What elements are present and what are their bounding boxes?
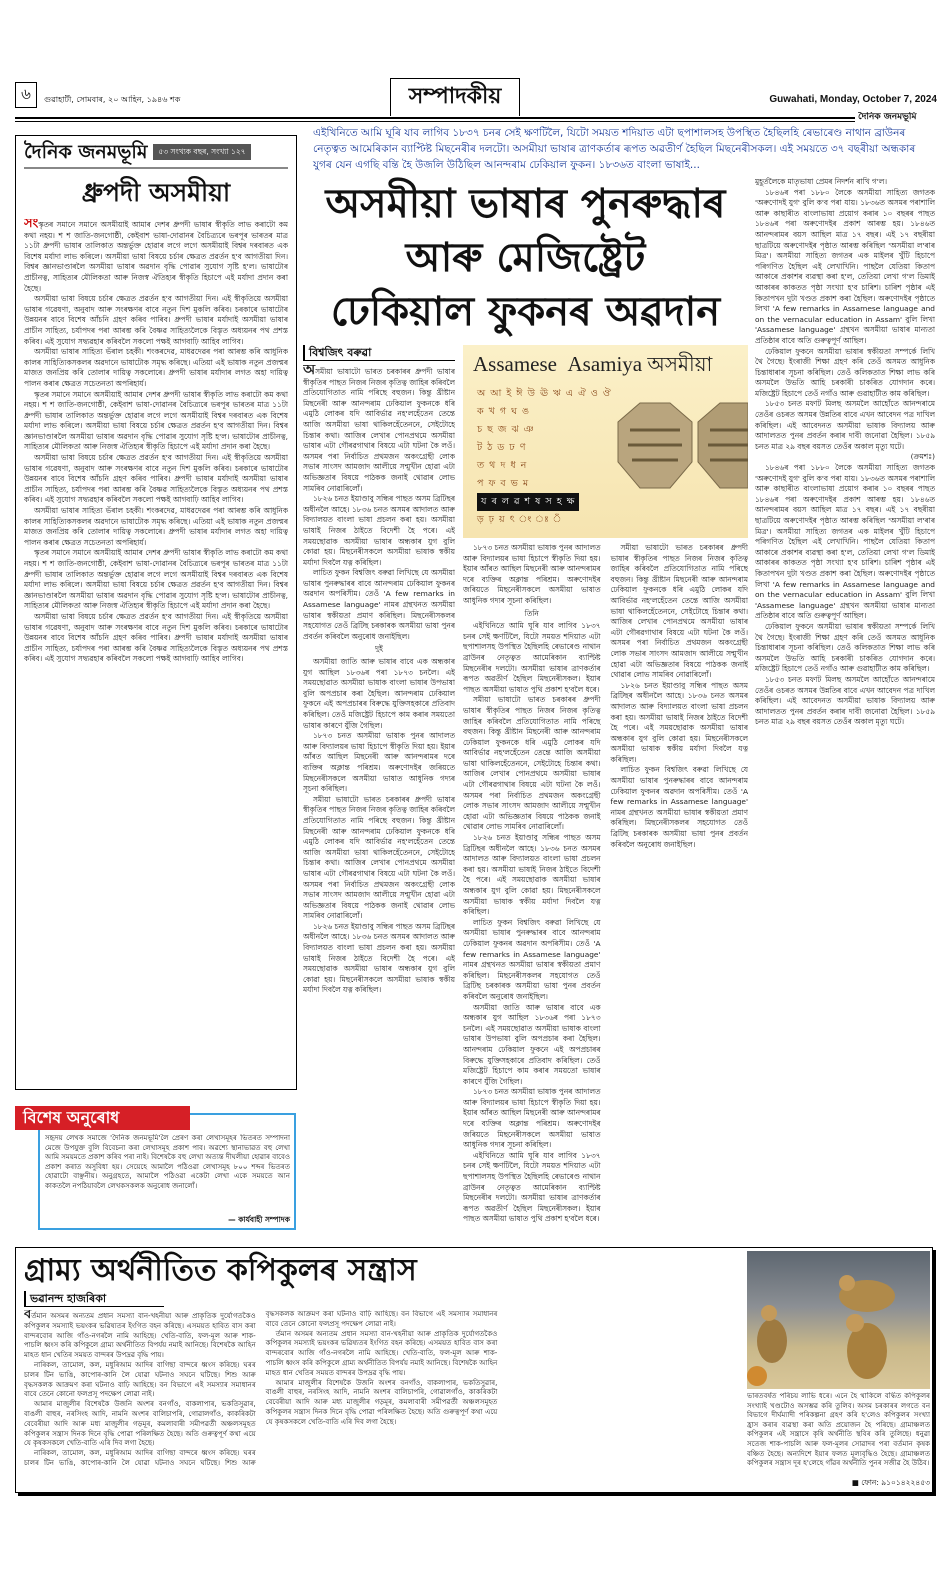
- paragraph: ১৮২৬ চনত ইয়াণ্ডাবু সন্ধিৰ পাছত অসম ব্ৰিটিছৰ অধীনলৈ আহে। ১৮৩৬ চনত অসমৰ আদালত আৰু বিদ্যালয়ত বাংলা ভাষা প্ৰচলন কৰা হয়। অসমীয়া ভাষাই নিজৰ ঠাইতে বিদেশী হৈ পৰে। এই সময়ছোৱাক অসমীয়া ভাষাৰ অন্ধকাৰ যুগ বুলি কোৱা হয়। মিছনেৰীসকলে অসমীয়া ভাষাক স্বকীয় মৰ্যাদা দিবলৈ যত্ন কৰিছিল।: [303, 921, 455, 995]
- header-rule: [15, 121, 855, 122]
- paragraph: সমীয়া ভাষাটো ভাৰত চৰকাৰৰ ধ্ৰুপদী ভাষাৰ স্বীকৃতিৰ পাছত নিজৰ নিজৰ কৃতিত্ব জাহিৰ কৰিবলৈ প্ৰতিযোগিতাত নামি পৰিছে বহুজন। কিন্তু খ্ৰীষ্টান মিছনেৰী আৰু আনন্দৰাম ঢেকিয়াল ফুকনকে ধৰি এমুঠি লোকৰ যদি আবিৰ্ভাৱ নহ'লহেঁতেন তেন্তে আজি অসমীয়া ভাষা থাকিলহেঁতেননে, সেইটোহে চিন্তাৰ কথা। আজিৰ লেখাৰ পোনপ্ৰথমে অসমীয়া ভাষাৰ এটা গৌৰৱগাথাৰ বিষয়ে এটা ঘটনা কৈ লওঁ। অসমৰ পৰা নিৰ্বাচিত প্ৰথমজন অকংগ্ৰেছী লোক সভাৰ সাংসদ আমজাদ আলীয়ে সন্মুখীন হোৱা এটা অভিজ্ঞতাৰ বিষয়ে পাঠকক জনাই থোৱাৰ লোভ সামৰিব নোৱাৰিলোঁ।: [303, 367, 455, 493]
- phone-number: ■ ফোন: ৯১০১৪২২৪৫৩: [851, 1478, 930, 1487]
- header-rule: [15, 117, 855, 119]
- paragraph: অসমীয়া ভাষা বিষয়ে চৰ্চাৰ ক্ষেত্ৰত প্ৰৱৰ্তন হ'ব আগতীয়া দিন। এই স্বীকৃতিয়ে অসমীয়া ভাষাৰ গৱেষণা, অনুবাদ আৰু সংৰক্ষণৰ বাবে নতুন দিশ মুকলি কৰিব। চৰকাৰে ভাষাটোৰ উন্নয়নৰ বাবে বিশেষ আঁচনি গ্ৰহণ কৰিব পাৰিব। ধ্ৰুপদী ভাষাৰ মৰ্যাদাই অসমীয়া ভাষাৰ প্ৰাচীন সাহিত্য, চৰ্যাপদৰ পৰা আৰম্ভ কৰি বৈষ্ণৱ সাহিত্যলৈকে বিস্তৃত অধ্যয়নৰ পথ প্ৰশস্ত কৰিব। এই সুযোগ সদ্ব্যৱহাৰ কৰিবলৈ সকলো পক্ষই আগবাঢ়ি আহিব লাগিব।: [24, 611, 288, 664]
- section-marker: তিনি: [524, 608, 539, 618]
- editorial-body: [24, 219, 288, 1085]
- monkey-icon: [747, 1251, 930, 1389]
- paper-tag: দৈনিক জনমভূমি: [858, 112, 917, 122]
- feature-photo-caption-text: ভাৰতবৰ্ষত পৰিচয় লাভি ধৰে। এনে হৈ থাকিলে বৰ্দ্ধিত কপিকুলৰ সংখ্যাই খণ্ডটোও অসম্ভৱ কৰি তুলিব। অসম চৰকাৰৰ লগতে বন বিভাগে দীৰ্ঘম্যাদী পৰিকল্পনা গ্ৰহণ কৰি হ'লেও কপিকুলৰ সংখ্যা হ্ৰাস কৰাৰ ব্যৱস্থা কৰা অতি প্ৰয়োজন হৈ পৰিছে। গ্ৰামাঞ্চলত কপিকুলৰ এই সন্ত্ৰাসে কৃষি অৰ্থনীতি স্থবিৰ কৰি তুলিছে। ধনুৱা সতেজ শাক-পাচলি আৰু ফল-মূলৰ সোৱাদৰ পৰা বৰ্তমান কৃষক বঞ্চিত হৈছে। অন্যদিশে ইয়াৰ ফলত মূল্যবৃদ্ধিও হৈছে। গ্ৰামাঞ্চলত কপিকুলৰ সন্ত্ৰাস দূৰ হ'লেহে গাঁৱৰ অৰ্থনীতি পুনৰ সজীৱ হৈ উঠিব।: [747, 1392, 930, 1468]
- dropcap: সং: [24, 219, 39, 231]
- paragraph: অসমীয়া ভাষা বিষয়ে চৰ্চাৰ ক্ষেত্ৰত প্ৰৱৰ্তন হ'ব আগতীয়া দিন। এই স্বীকৃতিয়ে অসমীয়া ভাষাৰ গৱেষণা, অনুবাদ আৰু সংৰক্ষণৰ বাবে নতুন দিশ মুকলি কৰিব। চৰকাৰে ভাষাটোৰ উন্নয়নৰ বাবে বিশেষ আঁচনি গ্ৰহণ কৰিব পাৰিব। ধ্ৰুপদী ভাষাৰ মৰ্যাদাই অসমীয়া ভাষাৰ প্ৰাচীন সাহিত্য, চৰ্যাপদৰ পৰা আৰম্ভ কৰি বৈষ্ণৱ সাহিত্যলৈকে বিস্তৃত অধ্যয়নৰ পথ প্ৰশস্ত কৰিব। এই সুযোগ সদ্ব্যৱহাৰ কৰিবলৈ সকলো পক্ষই আগবাঢ়ি আহিব লাগিব।: [24, 294, 288, 346]
- headline-line: অসমীয়া ভাষাৰ পুনৰুদ্ধাৰ: [325, 181, 726, 227]
- headline-line: আৰু মেজিষ্ট্ৰেট: [405, 235, 646, 281]
- paragraph: ৰ্তমান অসমৰ অন্যতম প্ৰধান সমস্যা বান-খহনীয়া আৰু প্ৰাকৃতিক দুৰ্যোগতকৈও কপিকুলৰ সমস্যাই ভয়ংকৰ ভৱিষ্যতৰ ইংগিত বহন কৰিছে। এসময়ত হাবিত বাস কৰা বান্দৰবোৰ আজি গাঁও-নগৰলৈ নামি আহিছে। খেতি-বাতি, ফল-মূল আৰু শাক-পাচলি ধ্বংস কৰি কপিকুলে গ্ৰাম্য অৰ্থনীতিত বিপৰ্যয় নমাই আনিছে। বিশেষকৈ আহিন মাহত ধান খেতিৰ সময়ত বান্দৰৰ উপদ্ৰৱ বৃদ্ধি পায়।: [265, 1329, 498, 1377]
- paragraph: ১৮৪৬ৰ পৰা ১৮৮০ লৈকে অসমীয়া সাহিত্য জগতক 'অৰুণোদই যুগ' বুলি ক'ব পৰা যায়। ১৮৩৬ত অসমৰ পৰাশালি আৰু কাছাৰীত বাংলাভাষা প্ৰয়োগ কৰাৰ ১০ বছৰৰ পাছত ১৮৪৬ৰ পৰা অৰুণোদইৰ প্ৰকাশ আৰম্ভ হয়। ১৮৪৬ত আনন্দৰামৰ বয়স আছিল মাত্ৰ ১৭ বছৰ। এই ১৭ বছৰীয়া ছাত্ৰটিয়ে অৰুণোদইৰ পৃষ্ঠাত আৰম্ভ কৰিছিল 'অসমীয়া ল'ৰাৰ মিত্ৰ'। অসমীয়া সাহিত্য জগতৰ এক মাইলৰ খুঁটি হিচাপে পৰিগণিত হৈছিল এই লেখাখিনি। পাছলৈ যেতিয়া কিতাপ আকাৰে প্ৰকাশৰ ব্যৱস্থা কৰা হ'ল, তেতিয়া লেখা গ'ল ডিমাই আকাৰৰ কাকতত পৃষ্ঠা সংখ্যা হ'ব চাৰিশ। চাৰিশ পৃষ্ঠাৰ এই কিতাপখন দুটা খণ্ডত প্ৰকাশ কৰা হৈছিল। অৰুণোদইৰ পৃষ্ঠাতে লিখা 'A few remarks in Assamese language and on the vernacular education in Assam' বুলি লিখা 'Assamese language' গ্ৰন্থখন অসমীয়া ভাষাৰ মান্যতা প্ৰতিষ্ঠাৰ বাবে অতি গুৰুত্বপূৰ্ণ আছিল।: [755, 187, 935, 345]
- notice-title: বিশেষ অনুৰোধ: [15, 1106, 190, 1130]
- section-title: সম্পাদকীয়: [390, 78, 520, 116]
- feature-byline: ভৱানন্দ হাজৰিকা: [24, 1291, 164, 1307]
- paragraph: ঢেকিয়াল ফুকনে অসমীয়া ভাষাৰ স্বকীয়তা সম্পৰ্কে লিখি থৈ গৈছে। ইংৰাজী শিক্ষা গ্ৰহণ কৰি তেওঁ অসমত আধুনিক চিন্তাধাৰাৰ সূচনা কৰিছিল। তেওঁ কলিকতাত শিক্ষা লাভ কৰি অসমলৈ উভতি আহি চৰকাৰী চাকৰিত যোগদান কৰে। মজিষ্ট্ৰেট হিচাপে তেওঁ নগাঁও আৰু গুৱাহাটীত কাম কৰিছিল।: [755, 346, 935, 398]
- paragraph: স্কৃতৰ সমানে সমানে অসমীয়াই আমাৰ দেশৰ ধ্ৰুপদী ভাষাৰ স্বীকৃতি লাভ কৰাটো কম কথা নহয়। শ শ জাতি-জনগোষ্ঠী, কেইবাশ ভাষা-দোৱানৰ বৈচিত্ৰ্যৰে ভৰপূৰ ভাৰতৰ মাত্ৰ ১১টা ধ্ৰুপদী ভাষাৰ তালিকাত অন্তৰ্ভুক্ত হোৱাৰ লগে লগে অসমীয়াই বিশ্বৰ দৰবাৰত এক বিশেষ মৰ্যাদা লাভ কৰিলে। অসমীয়া ভাষা বিষয়ে চৰ্চাৰ ক্ষেত্ৰত প্ৰৱৰ্তন হ'ব আগতীয়া দিন। বিশ্বৰ জ্ঞানভাণ্ডাৰলৈ অসমীয়া ভাষাৰ অৱদান বৃদ্ধি পোৱাৰ সুযোগ সৃষ্টি হ'ল। ভাষাটোৰ প্ৰাচীনত্ব, সাহিত্যৰ মৌলিকতা আৰু নিজস্ব ঐতিহ্যৰ স্বীকৃতি হিচাপে এই মৰ্যাদা প্ৰদান কৰা হৈছে।: [24, 389, 288, 452]
- coin-icon: [610, 400, 748, 495]
- paragraph: এইখিনিতে আমি ঘূৰি যাব লাগিব ১৮৩৭ চনৰ সেই ক্ষণটিলৈ, যিটো সময়ত শদিয়াত এটা ছপাশালসহ উপস্থিত হৈছিলহি ৰেভাৰেণ্ড নাথান ব্ৰাউনৰ নেতৃত্বত আমেৰিকান ব্যাপ্টিষ্ট মিছনেৰীৰ দলটো। অসমীয়া ভাষাৰ ত্ৰাণকৰ্তাৰ ৰূপত অৱতীৰ্ণ হৈছিল মিছনেৰীসকল। ইয়াৰ পাছত অসমীয়া ভাষাত পুথি প্ৰকাশ হ'বলৈ ধৰে।: [463, 1150, 601, 1224]
- lead-headline: [303, 177, 748, 339]
- issue-badge: ৫৩ সংখ্যক বছৰ, সংখ্যা ১২৭: [153, 144, 250, 160]
- paragraph: লাচিত ফুকন বিশ্বজিৎ বৰুৱা লিখিছে যে অসমীয়া ভাষাৰ পুনৰুদ্ধাৰৰ বাবে আনন্দৰাম ঢেকিয়াল ফুকনৰ অৱদান অপৰিসীম। তেওঁ 'A few remarks in Assamese language' নামৰ গ্ৰন্থখনত অসমীয়া ভাষাৰ স্বকীয়তা প্ৰমাণ কৰিছিল। মিছনেৰীসকলৰ সহযোগত তেওঁ ব্ৰিটিছ চৰকাৰক অসমীয়া ভাষা পুনৰ প্ৰবৰ্তন কৰিবলৈ অনুৰোধ জনাইছিল।: [303, 568, 455, 641]
- dropcap: ব: [24, 1310, 32, 1322]
- editorial-box: [15, 135, 297, 1090]
- paragraph: স্কৃতৰ সমানে সমানে অসমীয়াই আমাৰ দেশৰ ধ্ৰুপদী ভাষাৰ স্বীকৃতি লাভ কৰাটো কম কথা নহয়। শ শ জাতি-জনগোষ্ঠী, কেইবাশ ভাষা-দোৱানৰ বৈচিত্ৰ্যৰে ভৰপূৰ ভাৰতৰ মাত্ৰ ১১টা ধ্ৰুপদী ভাষাৰ তালিকাত অন্তৰ্ভুক্ত হোৱাৰ লগে লগে অসমীয়াই বিশ্বৰ দৰবাৰত এক বিশেষ মৰ্যাদা লাভ কৰিলে। অসমীয়া ভাষা বিষয়ে চৰ্চাৰ ক্ষেত্ৰত প্ৰৱৰ্তন হ'ব আগতীয়া দিন। বিশ্বৰ জ্ঞানভাণ্ডাৰলৈ অসমীয়া ভাষাৰ অৱদান বৃদ্ধি পোৱাৰ সুযোগ সৃষ্টি হ'ল। ভাষাটোৰ প্ৰাচীনত্ব, সাহিত্যৰ মৌলিকতা আৰু নিজস্ব ঐতিহ্যৰ স্বীকৃতি হিচাপে এই মৰ্যাদা প্ৰদান কৰা হৈছে।: [24, 548, 288, 611]
- alphabet-row: প ফ ব ভ ম: [477, 478, 530, 489]
- editorial-headline: ধ্ৰুপদী অসমীয়া: [81, 178, 231, 207]
- paragraph: অসমীয়া ভাষাৰ সাহিত্য ভঁৰাল চহকী। শংকৰদেৱ, মাধৱদেৱৰ পৰা আৰম্ভ কৰি আধুনিক কালৰ সাহিত্যিকসকলৰ অৱদানে ভাষাটোক সমৃদ্ধ কৰিছে। এতিয়া এই ভাষাক নতুন প্ৰজন্মৰ মাজত জনপ্ৰিয় কৰি তোলাৰ দায়িত্ব সকলোৰে। ধ্ৰুপদী ভাষাৰ মৰ্যাদাৰ লগত অহা দায়িত্ব পালন কৰাৰ ক্ষেত্ৰত সচেতনতা অপৰিহাৰ্য।: [24, 506, 288, 547]
- paragraph: ১৮৪৬ৰ পৰা ১৮৮০ লৈকে অসমীয়া সাহিত্য জগতক 'অৰুণোদই যুগ' বুলি ক'ব পৰা যায়। ১৮৩৬ত অসমৰ পৰাশালি আৰু কাছাৰীত বাংলাভাষা প্ৰয়োগ কৰাৰ ১০ বছৰৰ পাছত ১৮৪৬ৰ পৰা অৰুণোদইৰ প্ৰকাশ আৰম্ভ হয়। ১৮৪৬ত আনন্দৰামৰ বয়স আছিল মাত্ৰ ১৭ বছৰ। এই ১৭ বছৰীয়া ছাত্ৰটিয়ে অৰুণোদইৰ পৃষ্ঠাত আৰম্ভ কৰিছিল 'অসমীয়া ল'ৰাৰ মিত্ৰ'। অসমীয়া সাহিত্য জগতৰ এক মাইলৰ খুঁটি হিচাপে পৰিগণিত হৈছিল এই লেখাখিনি। পাছলৈ যেতিয়া কিতাপ আকাৰে প্ৰকাশৰ ব্যৱস্থা কৰা হ'ল, তেতিয়া লেখা গ'ল ডিমাই আকাৰৰ কাকতত পৃষ্ঠা সংখ্যা হ'ব চাৰিশ। চাৰিশ পৃষ্ঠাৰ এই কিতাপখন দুটা খণ্ডত প্ৰকাশ কৰা হৈছিল। অৰুণোদইৰ পৃষ্ঠাতে লিখা 'A few remarks in Assamese language and on the vernacular education in Assam' বুলি লিখা 'Assamese language' গ্ৰন্থখন অসমীয়া ভাষাৰ মান্যতা প্ৰতিষ্ঠাৰ বাবে অতি গুৰুত্বপূৰ্ণ আছিল।: [755, 463, 935, 621]
- paragraph: অসমীয়া জাতি আৰু ভাষাৰ বাবে এক অন্ধকাৰ যুগ আছিল ১৮৩৬ৰ পৰা ১৮৭৩ চনলৈ। এই সময়ছোৱাত অসমীয়া ভাষাক বাংলা ভাষাৰ উপভাষা বুলি অপপ্ৰচাৰ কৰা হৈছিল। আনন্দৰাম ঢেকিয়াল ফুকনে এই অপপ্ৰচাৰৰ বিৰুদ্ধে যুক্তিসহকাৰে প্ৰতিবাদ কৰিছিল। তেওঁ মজিষ্ট্ৰেট হিচাপে কাম কৰাৰ সময়তো ভাষাৰ কাৰণে যুঁজি গৈছিল।: [303, 657, 455, 730]
- paragraph: আমাৰ মাজুলীৰ বিশেষকৈ উজনি অংশৰ বনগাঁও, বাকলাপাৰ, ভকতিসুৱাৰ, বাঙলী বাহুৰ, নৰসিংহ আদি, নামনি অংশৰ বালিচাপৰি, গোৱালগাঁও, কাকৰিকটা বেবেৰীয়া আদি আৰু মধ্য মাজুলীৰ গড়মূৰ, কমলাবাৰী সমীপৱৰ্তী অঞ্চলসমূহত কপিকুলৰ সন্ত্ৰাস দিনক দিনে বৃদ্ধি পোৱা পৰিলক্ষিত হৈছে। অতি গুৰুত্বপূৰ্ণ কথা এয়ে যে কৃষকসকলে খেতি-বাতি এৰি দিব লগা হৈছে।: [265, 1378, 498, 1426]
- paragraph: সমীয়া ভাষাটো ভাৰত চৰকাৰৰ ধ্ৰুপদী ভাষাৰ স্বীকৃতিৰ পাছত নিজৰ নিজৰ কৃতিত্ব জাহিৰ কৰিবলৈ প্ৰতিযোগিতাত নামি পৰিছে বহুজন। কিন্তু খ্ৰীষ্টান মিছনেৰী আৰু আনন্দৰাম ঢেকিয়াল ফুকনকে ধৰি এমুঠি লোকৰ যদি আবিৰ্ভাৱ নহ'লহেঁতেন তেন্তে আজি অসমীয়া ভাষা থাকিলহেঁতেননে, সেইটোহে চিন্তাৰ কথা। আজিৰ লেখাৰ পোনপ্ৰথমে অসমীয়া ভাষাৰ এটা গৌৰৱগাথাৰ বিষয়ে এটা ঘটনা কৈ লওঁ। অসমৰ পৰা নিৰ্বাচিত প্ৰথমজন অকংগ্ৰেছী লোক সভাৰ সাংসদ আমজাদ আলীয়ে সন্মুখীন হোৱা এটা অভিজ্ঞতাৰ বিষয়ে পাঠকক জনাই থোৱাৰ লোভ সামৰিব নোৱাৰিলোঁ।: [303, 794, 455, 921]
- feature-box: [15, 1247, 933, 1493]
- paragraph: স্কৃতৰ সমানে সমানে অসমীয়াই আমাৰ দেশৰ ধ্ৰুপদী ভাষাৰ স্বীকৃতি লাভ কৰাটো কম কথা নহয়। শ শ জাতি-জনগোষ্ঠী, কেইবাশ ভাষা-দোৱানৰ বৈচিত্ৰ্যৰে ভৰপূৰ ভাৰতৰ মাত্ৰ ১১টা ধ্ৰুপদী ভাষাৰ তালিকাত অন্তৰ্ভুক্ত হোৱাৰ লগে লগে অসমীয়াই বিশ্বৰ দৰবাৰত এক বিশেষ মৰ্যাদা লাভ কৰিলে। অসমীয়া ভাষা বিষয়ে চৰ্চাৰ ক্ষেত্ৰত প্ৰৱৰ্তন হ'ব আগতীয়া দিন। বিশ্বৰ জ্ঞানভাণ্ডাৰলৈ অসমীয়া ভাষাৰ অৱদান বৃদ্ধি পোৱাৰ সুযোগ সৃষ্টি হ'ল। ভাষাটোৰ প্ৰাচীনত্ব, সাহিত্যৰ মৌলিকতা আৰু নিজস্ব ঐতিহ্যৰ স্বীকৃতি হিচাপে এই মৰ্যাদা প্ৰদান কৰা হৈছে।: [24, 220, 288, 293]
- continued-marker: (ক্ৰমশঃ): [910, 452, 935, 462]
- alphabet-row: ত থ দ ধ ন: [477, 460, 528, 471]
- paragraph: অসমীয়া জাতি আৰু ভাষাৰ বাবে এক অন্ধকাৰ যুগ আছিল ১৮৩৬ৰ পৰা ১৮৭৩ চনলৈ। এই সময়ছোৱাত অসমীয়া ভাষাক বাংলা ভাষাৰ উপভাষা বুলি অপপ্ৰচাৰ কৰা হৈছিল। আনন্দৰাম ঢেকিয়াল ফুকনে এই অপপ্ৰচাৰৰ বিৰুদ্ধে যুক্তিসহকাৰে প্ৰতিবাদ কৰিছিল। তেওঁ মজিষ্ট্ৰেট হিচাপে কাম কৰাৰ সময়তো ভাষাৰ কাৰণে যুঁজি গৈছিল।: [463, 1002, 601, 1086]
- paragraph: ১৮২৬ চনত ইয়াণ্ডাবু সন্ধিৰ পাছত অসম ব্ৰিটিছৰ অধীনলৈ আহে। ১৮৩৬ চনত অসমৰ আদালত আৰু বিদ্যালয়ত বাংলা ভাষা প্ৰচলন কৰা হয়। অসমীয়া ভাষাই নিজৰ ঠাইতে বিদেশী হৈ পৰে। এই সময়ছোৱাক অসমীয়া ভাষাৰ অন্ধকাৰ যুগ বুলি কোৱা হয়। মিছনেৰীসকলে অসমীয়া ভাষাক স্বকীয় মৰ্যাদা দিবলৈ যত্ন কৰিছিল।: [610, 680, 748, 764]
- right-column-body: [755, 177, 935, 1233]
- monkeys-photo: [747, 1251, 930, 1389]
- date-assamese: গুৱাহাটী, সোমবাৰ, ২০ আহিন, ১৯৪৬ শক: [44, 95, 181, 104]
- image-label: Asamiya: [567, 352, 643, 376]
- date-english: Guwahati, Monday, October 7, 2024: [769, 94, 937, 105]
- image-label: Assamese: [473, 352, 557, 376]
- paragraph: আমাৰ মাজুলীৰ বিশেষকৈ উজনি অংশৰ বনগাঁও, বাকলাপাৰ, ভকতিসুৱাৰ, বাঙলী বাহুৰ, নৰসিংহ আদি, নামনি অংশৰ বালিচাপৰি, গোৱালগাঁও, কাকৰিকটা বেবেৰীয়া আদি আৰু মধ্য মাজুলীৰ গড়মূৰ, কমলাবাৰী সমীপৱৰ্তী অঞ্চলসমূহত কপিকুলৰ সন্ত্ৰাস দিনক দিনে বৃদ্ধি পোৱা পৰিলক্ষিত হৈছে। অতি গুৰুত্বপূৰ্ণ কথা এয়ে যে কৃষকসকলে খেতি-বাতি এৰি দিব লগা হৈছে।: [24, 1400, 256, 1448]
- paragraph: অসমীয়া ভাষা বিষয়ে চৰ্চাৰ ক্ষেত্ৰত প্ৰৱৰ্তন হ'ব আগতীয়া দিন। এই স্বীকৃতিয়ে অসমীয়া ভাষাৰ গৱেষণা, অনুবাদ আৰু সংৰক্ষণৰ বাবে নতুন দিশ মুকলি কৰিব। চৰকাৰে ভাষাটোৰ উন্নয়নৰ বাবে বিশেষ আঁচনি গ্ৰহণ কৰিব পাৰিব। ধ্ৰুপদী ভাষাৰ মৰ্যাদাই অসমীয়া ভাষাৰ প্ৰাচীন সাহিত্য, চৰ্যাপদৰ পৰা আৰম্ভ কৰি বৈষ্ণৱ সাহিত্যলৈকে বিস্তৃত অধ্যয়নৰ পথ প্ৰশস্ত কৰিব। এই সুযোগ সদ্ব্যৱহাৰ কৰিবলৈ সকলো পক্ষই আগবাঢ়ি আহিব লাগিব।: [24, 453, 288, 505]
- lead-body-cols: [463, 543, 748, 1233]
- main-area: [303, 125, 935, 1233]
- masthead: দৈনিক জনমভূমি: [24, 141, 148, 163]
- paragraph: ১৮৭৩ চনত অসমীয়া ভাষাক পুনৰ আদালত আৰু বিদ্যালয়ৰ ভাষা হিচাপে স্বীকৃতি দিয়া হয়। ইয়াৰ আঁৰত আছিল মিছনেৰী আৰু আনন্দৰামৰ দৰে ব্যক্তিৰ অক্লান্ত পৰিশ্ৰম। অৰুণোদইৰ জৰিয়তে মিছনেৰীসকলে অসমীয়া ভাষাত আধুনিক গদ্যৰ সূচনা কৰিছিল।: [463, 543, 601, 605]
- image-label: অসমীয়া: [647, 354, 713, 376]
- paragraph: ১৮৭৩ চনত অসমীয়া ভাষাক পুনৰ আদালত আৰু বিদ্যালয়ৰ ভাষা হিচাপে স্বীকৃতি দিয়া হয়। ইয়াৰ আঁৰত আছিল মিছনেৰী আৰু আনন্দৰামৰ দৰে ব্যক্তিৰ অক্লান্ত পৰিশ্ৰম। অৰুণোদইৰ জৰিয়তে মিছনেৰীসকলে অসমীয়া ভাষাত আধুনিক গদ্যৰ সূচনা কৰিছিল।: [303, 731, 455, 794]
- paragraph: অসমীয়া ভাষাৰ সাহিত্য ভঁৰাল চহকী। শংকৰদেৱ, মাধৱদেৱৰ পৰা আৰম্ভ কৰি আধুনিক কালৰ সাহিত্যিকসকলৰ অৱদানে ভাষাটোক সমৃদ্ধ কৰিছে। এতিয়া এই ভাষাক নতুন প্ৰজন্মৰ মাজত জনপ্ৰিয় কৰি তোলাৰ দায়িত্ব সকলোৰে। ধ্ৰুপদী ভাষাৰ মৰ্যাদাৰ লগত অহা দায়িত্ব পালন কৰাৰ ক্ষেত্ৰত সচেতনতা অপৰিহাৰ্য।: [24, 347, 288, 388]
- dropcap: অ: [303, 365, 316, 378]
- paragraph: লাচিত ফুকন বিশ্বজিৎ বৰুৱা লিখিছে যে অসমীয়া ভাষাৰ পুনৰুদ্ধাৰৰ বাবে আনন্দৰাম ঢেকিয়াল ফুকনৰ অৱদান অপৰিসীম। তেওঁ 'A few remarks in Assamese language' নামৰ গ্ৰন্থখনত অসমীয়া ভাষাৰ স্বকীয়তা প্ৰমাণ কৰিছিল। মিছনেৰীসকলৰ সহযোগত তেওঁ ব্ৰিটিছ চৰকাৰক অসমীয়া ভাষা পুনৰ প্ৰবৰ্তন কৰিবলৈ অনুৰোধ জনাইছিল।: [610, 765, 748, 849]
- lead-body-col1: [303, 365, 455, 1233]
- paragraph: ১৮২৬ চনত ইয়াণ্ডাবু সন্ধিৰ পাছত অসম ব্ৰিটিছৰ অধীনলৈ আহে। ১৮৩৬ চনত অসমৰ আদালত আৰু বিদ্যালয়ত বাংলা ভাষা প্ৰচলন কৰা হয়। অসমীয়া ভাষাই নিজৰ ঠাইতে বিদেশী হৈ পৰে। এই সময়ছোৱাক অসমীয়া ভাষাৰ অন্ধকাৰ যুগ বুলি কোৱা হয়। মিছনেৰীসকলে অসমীয়া ভাষাক স্বকীয় মৰ্যাদা দিবলৈ যত্ন কৰিছিল।: [303, 494, 455, 567]
- alphabet-row: অ আ ই ঈ উ ঊ ঋ এ ঐ ও ঔ: [477, 388, 612, 399]
- paragraph: ১৮৫৩ চনত মফাট মিলছ অসমলৈ আহোঁতে আনন্দৰামে তেওঁৰ ওচৰত অসমৰ উন্নতিৰ বাবে এখন আবেদন পত্ৰ দাখিল কৰিছিল। এই আবেদনত অসমীয়া ভাষাক বিদ্যালয় আৰু আদালতত পুনৰ প্ৰবৰ্তন কৰাৰ দাবী জনোৱা হৈছিল। ১৮৫৯ চনত মাত্ৰ ২৯ বছৰ বয়সত তেওঁৰ অকাল মৃত্যু ঘটে।: [755, 674, 935, 727]
- lead-byline: বিশ্বজিৎ বৰুৱা: [303, 345, 455, 361]
- paragraph: নাৰিকল, তামোল, কল, মধুৰিআম আদিৰ বাগিছা বান্দৰে ধ্বংস কৰিছে। ঘৰৰ চালৰ টিন ভাঙি, কাপোৰ-কানি লৈ যোৱা ঘটনাও সঘনে ঘটিছে। শিশু আৰু বৃদ্ধসকলক আক্ৰমণ কৰা ঘটনাও বাঢ়ি আহিছে। বন বিভাগে এই সমস্যাৰ সমাধানৰ বাবে তেনে কোনো ফলপ্ৰসূ পদক্ষেপ লোৱা নাই।: [24, 1360, 256, 1399]
- paragraph: ১৮৭৩ চনত অসমীয়া ভাষাক পুনৰ আদালত আৰু বিদ্যালয়ৰ ভাষা হিচাপে স্বীকৃতি দিয়া হয়। ইয়াৰ আঁৰত আছিল মিছনেৰী আৰু আনন্দৰামৰ দৰে ব্যক্তিৰ অক্লান্ত পৰিশ্ৰম। অৰুণোদইৰ জৰিয়তে মিছনেৰীসকলে অসমীয়া ভাষাত আধুনিক গদ্যৰ সূচনা কৰিছিল।: [463, 1087, 601, 1150]
- alphabet-row: ক খ গ ঘ ঙ: [477, 406, 531, 417]
- paragraph: মুহূৰ্তলৈকে মাতৃভাষা প্ৰেমৰ নিদৰ্শন ৰাখি গ'ল।: [755, 177, 887, 186]
- paragraph: ঢেকিয়াল ফুকনে অসমীয়া ভাষাৰ স্বকীয়তা সম্পৰ্কে লিখি থৈ গৈছে। ইংৰাজী শিক্ষা গ্ৰহণ কৰি তেওঁ অসমত আধুনিক চিন্তাধাৰাৰ সূচনা কৰিছিল। তেওঁ কলিকতাত শিক্ষা লাভ কৰি অসমলৈ উভতি আহি চৰকাৰী চাকৰিত যোগদান কৰে। মজিষ্ট্ৰেট হিচাপে তেওঁ নগাঁও আৰু গুৱাহাটীত কাম কৰিছিল।: [755, 621, 935, 674]
- notice-body: সহৃদয় লেখক সমাজে 'দৈনিক জনমভূমি'লৈ প্ৰেৰণ কৰা লেখাসমূহৰ ভিতৰত সম্পাদনা মেজে উপযুক্ত বুলি বিবেচনা কৰা লেখাসমূহ প্ৰকাশ পাব। অৱশ্যে স্থানাভাৱত বহু লেখা আমি সময়মতে প্ৰকাশ কৰিব পৰা নাই। বিশেষকৈ বহু লেখা অত্যন্ত দীঘলীয়া হোৱাৰ বাবেও প্ৰকাশ কৰাত অসুবিধা হয়। সেয়েহে আমালৈ পঠিওৱা লেখাসমূহ ৮০০ শব্দৰ ভিতৰত হোৱাটো বাঞ্ছনীয়। অনুগ্ৰহতে, আমালৈ পঠিওৱা একেটা লেখা একে সময়তে আন কাকতলৈ নপঠিয়াবলৈ লেখকসকলক অনুৰোধ জনালোঁ।: [45, 1134, 290, 1190]
- alphabet-row: ট ঠ ড ঢ ণ: [477, 442, 527, 453]
- lead-article: [303, 177, 748, 1233]
- alphabet-row: য ৰ ল ৱ শ ষ স হ ক্ষ: [477, 493, 579, 511]
- paragraph: ৰ্তমান অসমৰ অন্যতম প্ৰধান সমস্যা বান-খহনীয়া আৰু প্ৰাকৃতিক দুৰ্যোগতকৈও কপিকুলৰ সমস্যাই ভয়ংকৰ ভৱিষ্যতৰ ইংগিত বহন কৰিছে। এসময়ত হাবিত বাস কৰা বান্দৰবোৰ আজি গাঁও-নগৰলৈ নামি আহিছে। খেতি-বাতি, ফল-মূল আৰু শাক-পাচলি ধ্বংস কৰি কপিকুলে গ্ৰাম্য অৰ্থনীতিত বিপৰ্যয় নমাই আনিছে। বিশেষকৈ আহিন মাহত ধান খেতিৰ সময়ত বান্দৰৰ উপদ্ৰৱ বৃদ্ধি পায়।: [24, 1312, 256, 1360]
- notice-signature: — কাৰ্যবাহী সম্পাদক: [228, 1215, 290, 1224]
- paragraph: নাৰিকল, তামোল, কল, মধুৰিআম আদিৰ বাগিছা বান্দৰে ধ্বংস কৰিছে। ঘৰৰ চালৰ টিন ভাঙি, কাপোৰ-কানি লৈ যোৱা ঘটনাও সঘনে ঘটিছে। শিশু আৰু বৃদ্ধসকলক আক্ৰমণ কৰা ঘটনাও বাঢ়ি আহিছে। বন বিভাগে এই সমস্যাৰ সমাধানৰ বাবে তেনে কোনো ফলপ্ৰসূ পদক্ষেপ লোৱা নাই।: [24, 1310, 498, 1467]
- paragraph: এইখিনিতে আমি ঘূৰি যাব লাগিব ১৮৩৭ চনৰ সেই ক্ষণটিলৈ, যিটো সময়ত শদিয়াত এটা ছপাশালসহ উপস্থিত হৈছিলহি ৰেভাৰেণ্ড নাথান ব্ৰাউনৰ নেতৃত্বত আমেৰিকান ব্যাপ্টিষ্ট মিছনেৰীৰ দলটো। অসমীয়া ভাষাৰ ত্ৰাণকৰ্তাৰ ৰূপত অৱতীৰ্ণ হৈছিল মিছনেৰীসকল। ইয়াৰ পাছত অসমীয়া ভাষাত পুথি প্ৰকাশ হ'বলৈ ধৰে।: [463, 621, 601, 694]
- paragraph: ১৮৫৩ চনত মফাট মিলছ অসমলৈ আহোঁতে আনন্দৰামে তেওঁৰ ওচৰত অসমৰ উন্নতিৰ বাবে এখন আবেদন পত্ৰ দাখিল কৰিছিল। এই আবেদনত অসমীয়া ভাষাক বিদ্যালয় আৰু আদালতত পুনৰ প্ৰবৰ্তন কৰাৰ দাবী জনোৱা হৈছিল। ১৮৫৯ চনত মাত্ৰ ২৯ বছৰ বয়সত তেওঁৰ অকাল মৃত্যু ঘটে।: [755, 399, 935, 451]
- paragraph: ১৮২৬ চনত ইয়াণ্ডাবু সন্ধিৰ পাছত অসম ব্ৰিটিছৰ অধীনলৈ আহে। ১৮৩৬ চনত অসমৰ আদালত আৰু বিদ্যালয়ত বাংলা ভাষা প্ৰচলন কৰা হয়। অসমীয়া ভাষাই নিজৰ ঠাইতে বিদেশী হৈ পৰে। এই সময়ছোৱাক অসমীয়া ভাষাৰ অন্ধকাৰ যুগ বুলি কোৱা হয়। মিছনেৰীসকলে অসমীয়া ভাষাক স্বকীয় মৰ্যাদা দিবলৈ যত্ন কৰিছিল।: [463, 833, 601, 917]
- lead-intro: এইখিনিতে আমি ঘূৰি যাব লাগিব ১৮৩৭ চনৰ সেই ক্ষণটিলৈ, যিটো সময়ত শদিয়াত এটা ছপাশালসহ উপস্থিত হৈছিলহি ৰেভাৰেণ্ড নাথান ব্ৰাউনৰ নেতৃত্বত আমেৰিকান ব্যাপ্টিষ্ট মিছনেৰীৰ দলটো। অসমীয়া ভাষাৰ ত্ৰাণকৰ্তাৰ ৰূপত অৱতীৰ্ণ হৈছিল মিছনেৰীসকল। এই সময়তে ৩৭ বছৰীয়া অন্ধকাৰ যুগৰ যেন এগছি বন্তি হৈ উজলি উঠিছিল আনন্দৰাম ঢেকিয়াল ফুকন। ১৮৩৬ত বাংলা ভাষাই...: [313, 127, 916, 171]
- paragraph: সমীয়া ভাষাটো ভাৰত চৰকাৰৰ ধ্ৰুপদী ভাষাৰ স্বীকৃতিৰ পাছত নিজৰ নিজৰ কৃতিত্ব জাহিৰ কৰিবলৈ প্ৰতিযোগিতাত নামি পৰিছে বহুজন। কিন্তু খ্ৰীষ্টান মিছনেৰী আৰু আনন্দৰাম ঢেকিয়াল ফুকনকে ধৰি এমুঠি লোকৰ যদি আবিৰ্ভাৱ নহ'লহেঁতেন তেন্তে আজি অসমীয়া ভাষা থাকিলহেঁতেননে, সেইটোহে চিন্তাৰ কথা। আজিৰ লেখাৰ পোনপ্ৰথমে অসমীয়া ভাষাৰ এটা গৌৰৱগাথাৰ বিষয়ে এটা ঘটনা কৈ লওঁ। অসমৰ পৰা নিৰ্বাচিত প্ৰথমজন অকংগ্ৰেছী লোক সভাৰ সাংসদ আমজাদ আলীয়ে সন্মুখীন হোৱা এটা অভিজ্ঞতাৰ বিষয়ে পাঠকক জনাই থোৱাৰ লোভ সামৰিব নোৱাৰিলোঁ।: [463, 695, 601, 832]
- alphabet-coin-image: [463, 345, 748, 538]
- page-number: ৬: [15, 82, 37, 108]
- alphabet-chart: [477, 385, 612, 529]
- headline-line: ঢেকিয়াল ফুকনৰ অৱদান: [330, 289, 721, 335]
- paragraph: লাচিত ফুকন বিশ্বজিৎ বৰুৱা লিখিছে যে অসমীয়া ভাষাৰ পুনৰুদ্ধাৰৰ বাবে আনন্দৰাম ঢেকিয়াল ফুকনৰ অৱদান অপৰিসীম। তেওঁ 'A few remarks in Assamese language' নামৰ গ্ৰন্থখনত অসমীয়া ভাষাৰ স্বকীয়তা প্ৰমাণ কৰিছিল। মিছনেৰীসকলৰ সহযোগত তেওঁ ব্ৰিটিছ চৰকাৰক অসমীয়া ভাষা পুনৰ প্ৰবৰ্তন কৰিবলৈ অনুৰোধ জনাইছিল।: [463, 917, 601, 1001]
- feature-headline: গ্ৰাম্য অৰ্থনীতিত কপিকুলৰ সন্ত্ৰাস: [24, 1253, 417, 1288]
- section-marker: দুই: [375, 644, 383, 654]
- phone-text: ফোন: ৯১০১৪২২৪৫৩: [861, 1478, 930, 1487]
- alphabet-row: চ ছ জ ঝ ঞ: [477, 424, 535, 435]
- paragraph: সমীয়া ভাষাটো ভাৰত চৰকাৰৰ ধ্ৰুপদী ভাষাৰ স্বীকৃতিৰ পাছত নিজৰ নিজৰ কৃতিত্ব জাহিৰ কৰিবলৈ প্ৰতিযোগিতাত নামি পৰিছে বহুজন। কিন্তু খ্ৰীষ্টান মিছনেৰী আৰু আনন্দৰাম ঢেকিয়াল ফুকনকে ধৰি এমুঠি লোকৰ যদি আবিৰ্ভাৱ নহ'লহেঁতেন তেন্তে আজি অসমীয়া ভাষা থাকিলহেঁতেননে, সেইটোহে চিন্তাৰ কথা। আজিৰ লেখাৰ পোনপ্ৰথমে অসমীয়া ভাষাৰ এটা গৌৰৱগাথাৰ বিষয়ে এটা ঘটনা কৈ লওঁ। অসমৰ পৰা নিৰ্বাচিত প্ৰথমজন অকংগ্ৰেছী লোক সভাৰ সাংসদ আমজাদ আলীয়ে সন্মুখীন হোৱা এটা অভিজ্ঞতাৰ বিষয়ে পাঠকক জনাই থোৱাৰ লোভ সামৰিব নোৱাৰিলোঁ।: [610, 543, 748, 680]
- alphabet-row: ড় ঢ় য় ৎ ং ঃ ঁ: [477, 514, 563, 525]
- feature-body: [24, 1310, 739, 1488]
